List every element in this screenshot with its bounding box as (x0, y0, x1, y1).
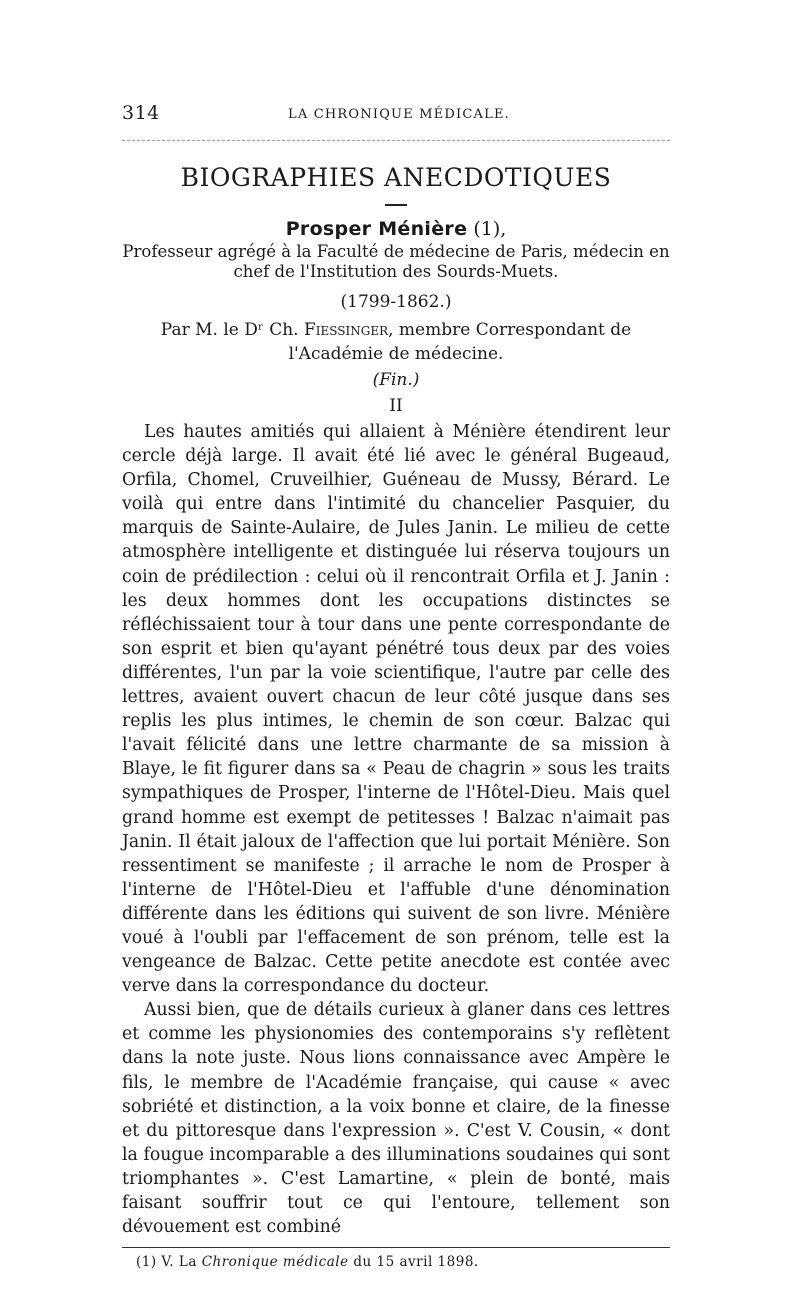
document-page (122, 100, 670, 1270)
footnote-marker: (1) V. La (136, 1254, 197, 1271)
footnote-date: du 15 avril 1898. (353, 1254, 479, 1271)
body-paragraph: Aussi bien, que de détails curieux à glaner dans ces lettres et comme les physionomies des contemporains s'y reflètent dans la note juste. Nous lions connaissance avec Ampère le fils, le membre de l'Académie française, qui cause « avec sobriété et distinction, a la voix bonne et claire, de la finesse et du pittoresque dans l'expression ». C'est V. Cousin, « dont la fougue incomparable a des illuminations soudaines qui sont triomphantes ». C'est Lamartine, « plein de bonté, mais faisant souffrir tout ce qui l'entoure, tellement son dévouement est combiné (122, 1000, 670, 1238)
title-divider (385, 204, 407, 206)
life-dates: (1799-1862.) (340, 292, 452, 312)
author-suffix: , membre Correspondant de l'Académie de médecine. (288, 320, 632, 364)
body-paragraph: Les hautes amitiés qui allaient à Ménière étendirent leur cercle déjà large. Il avait été lié avec le général Bugeaud, Orfila, Chomel, Cruveilhier, Guéneau de Mussy, Bérard. Le voilà qui entre dans l'intimité du chancelier Pasquier, du marquis de Sainte-Aulaire, de Jules Janin. Le milieu de cette atmosphère intelligente et distinguée lui réserva toujours un coin de prédilection : celui où il rencontrait Orfila et J. Janin : les deux hommes dont les occupations distinctes se réfléchissaient tour à tour dans une pente correspondante de son esprit et bien qu'ayant pénétré tous deux par des voies différentes, l'un par la voie scientifique, l'autre par celle des lettres, avaient ouvert chacun de leur côté jusque dans ses replis les plus intimes, le chemin de son cœur. Balzac qui l'avait félicité dans une lettre charmante de sa mission à Blaye, le fit figurer dans sa « Peau de chagrin » sous les traits sympathiques de Prosper, l'interne de l'Hôtel-Dieu. Mais quel grand homme est exempt de petitesses ! Balzac n'aimait pas Janin. Il était jaloux de l'affection que lui portait Ménière. Son ressentiment se manifeste ; il arrache le nom de Prosper à l'interne de l'Hôtel-Dieu et l'affuble d'une dénomination différente dans les éditions qui suivent de son livre. Ménière voué à l'oubli par l'effacement de son prénom, telle est la vengeance de Balzac. Cette petite anecdote est contée avec verve dans la correspondance du docteur. (122, 422, 670, 997)
footnote-reference: (1), (473, 218, 507, 240)
footnote (122, 1254, 670, 1270)
part-number: II (389, 396, 403, 416)
author-line (122, 318, 670, 366)
header-rule (122, 140, 670, 141)
page-header (122, 100, 670, 134)
article-body (122, 420, 670, 1239)
continuation-note: (Fin.) (372, 370, 420, 390)
footnote-rule (122, 1247, 670, 1248)
author-name: Fiessinger (303, 320, 389, 340)
running-head: LA CHRONIQUE MÉDICALE. (288, 107, 510, 122)
footnote-journal: Chronique médicale (201, 1254, 349, 1271)
author-prefix: Par M. le Dʳ Ch. (160, 320, 299, 340)
subject-heading (122, 218, 670, 240)
section-title: BIOGRAPHIES ANECDOTIQUES (180, 163, 612, 192)
subject-name: Prosper Ménière (285, 218, 468, 240)
page-number: 314 (122, 102, 160, 124)
subject-description: Professeur agrégé à la Faculté de médecine de Paris, médecin en chef de l'Institution des Sourds-Muets. (122, 242, 670, 281)
